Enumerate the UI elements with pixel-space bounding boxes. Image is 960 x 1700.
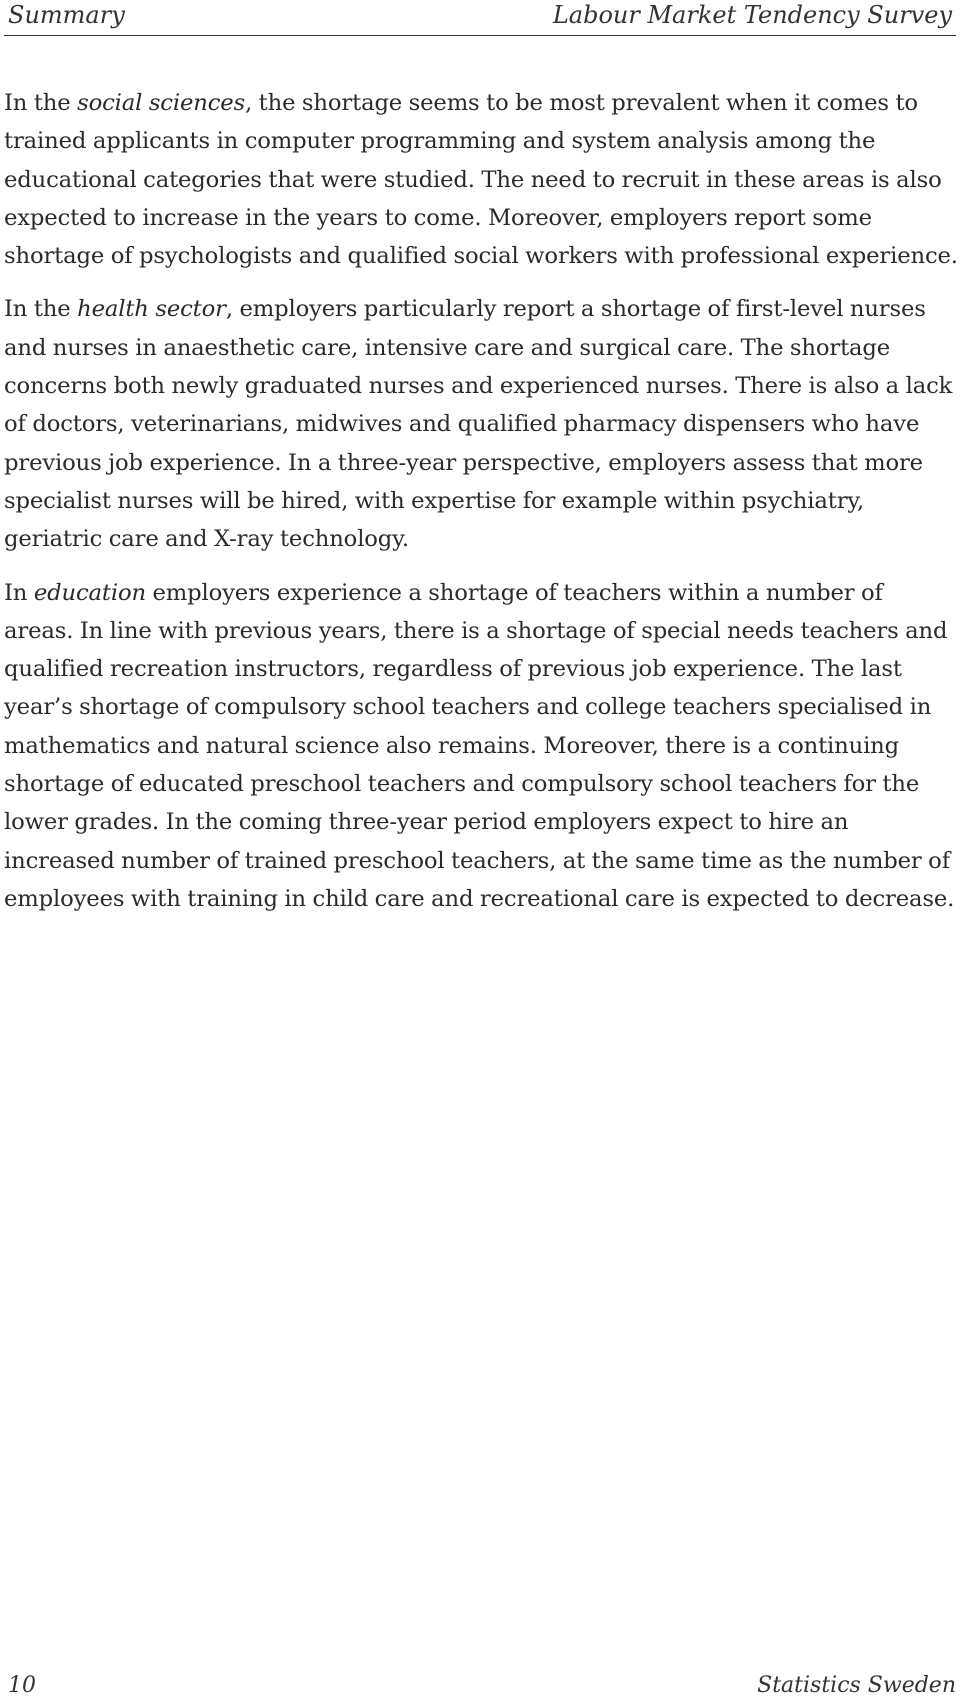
publisher-name: Statistics Sweden xyxy=(757,1673,956,1698)
paragraph-education xyxy=(4,574,958,919)
paragraph-lead: In the xyxy=(4,90,78,116)
topic-emphasis: social sciences xyxy=(77,90,246,116)
paragraph-health-sector xyxy=(4,290,958,558)
section-title: Summary xyxy=(8,1,125,29)
topic-emphasis: education xyxy=(33,579,146,606)
page-number: 10 xyxy=(8,1673,36,1698)
paragraph-body: , employers particularly report a shortage of first-level nurses and nurses in anaesthetic care, intensive care and surgical care. The shortage concerns both newly graduated nurses and experienced nurses. There is also a lack of doctors, veterinarians, midwives and qualified pharmacy dispensers who have previous job experience. In a three-year perspective, employers assess that more specialist nurses will be hired, with expertise for example within psychiatry, geriatric care and X-ray technology. xyxy=(4,296,953,553)
running-footer xyxy=(8,1673,956,1699)
running-header xyxy=(4,0,956,36)
paragraph-lead: In the xyxy=(4,296,78,323)
paragraph-body: employers experience a shortage of teachers within a number of areas. In line with previous years, there is a shortage of special needs teachers and qualified recreation instructors, regardless of previous job experience. The last year’s shortage of compulsory school teachers and college teachers specialised in mathematics and natural science also remains. Moreover, there is a continuing shortage of educated preschool teachers and compulsory school teachers for the lower grades. In the coming three-year period employers expect to hire an increased number of trained preschool teachers, at the same time as the number of employees with training in child care and recreational care is expected to decrease. xyxy=(4,579,955,912)
topic-emphasis: health sector xyxy=(77,296,226,323)
paragraph-lead: In xyxy=(4,579,34,606)
body-text xyxy=(4,84,958,933)
paragraph-body: , the shortage seems to be most prevalent when it comes to trained applicants in computer programming and system analysis among the educational categories that were studied. The need to recruit in these areas is also expected to increase in the years to come. Moreover, employers report some shortage of psychologists and qualified social workers with professional experience. xyxy=(4,90,958,270)
paragraph-social-sciences xyxy=(4,84,958,275)
publication-title: Labour Market Tendency Survey xyxy=(552,1,952,29)
